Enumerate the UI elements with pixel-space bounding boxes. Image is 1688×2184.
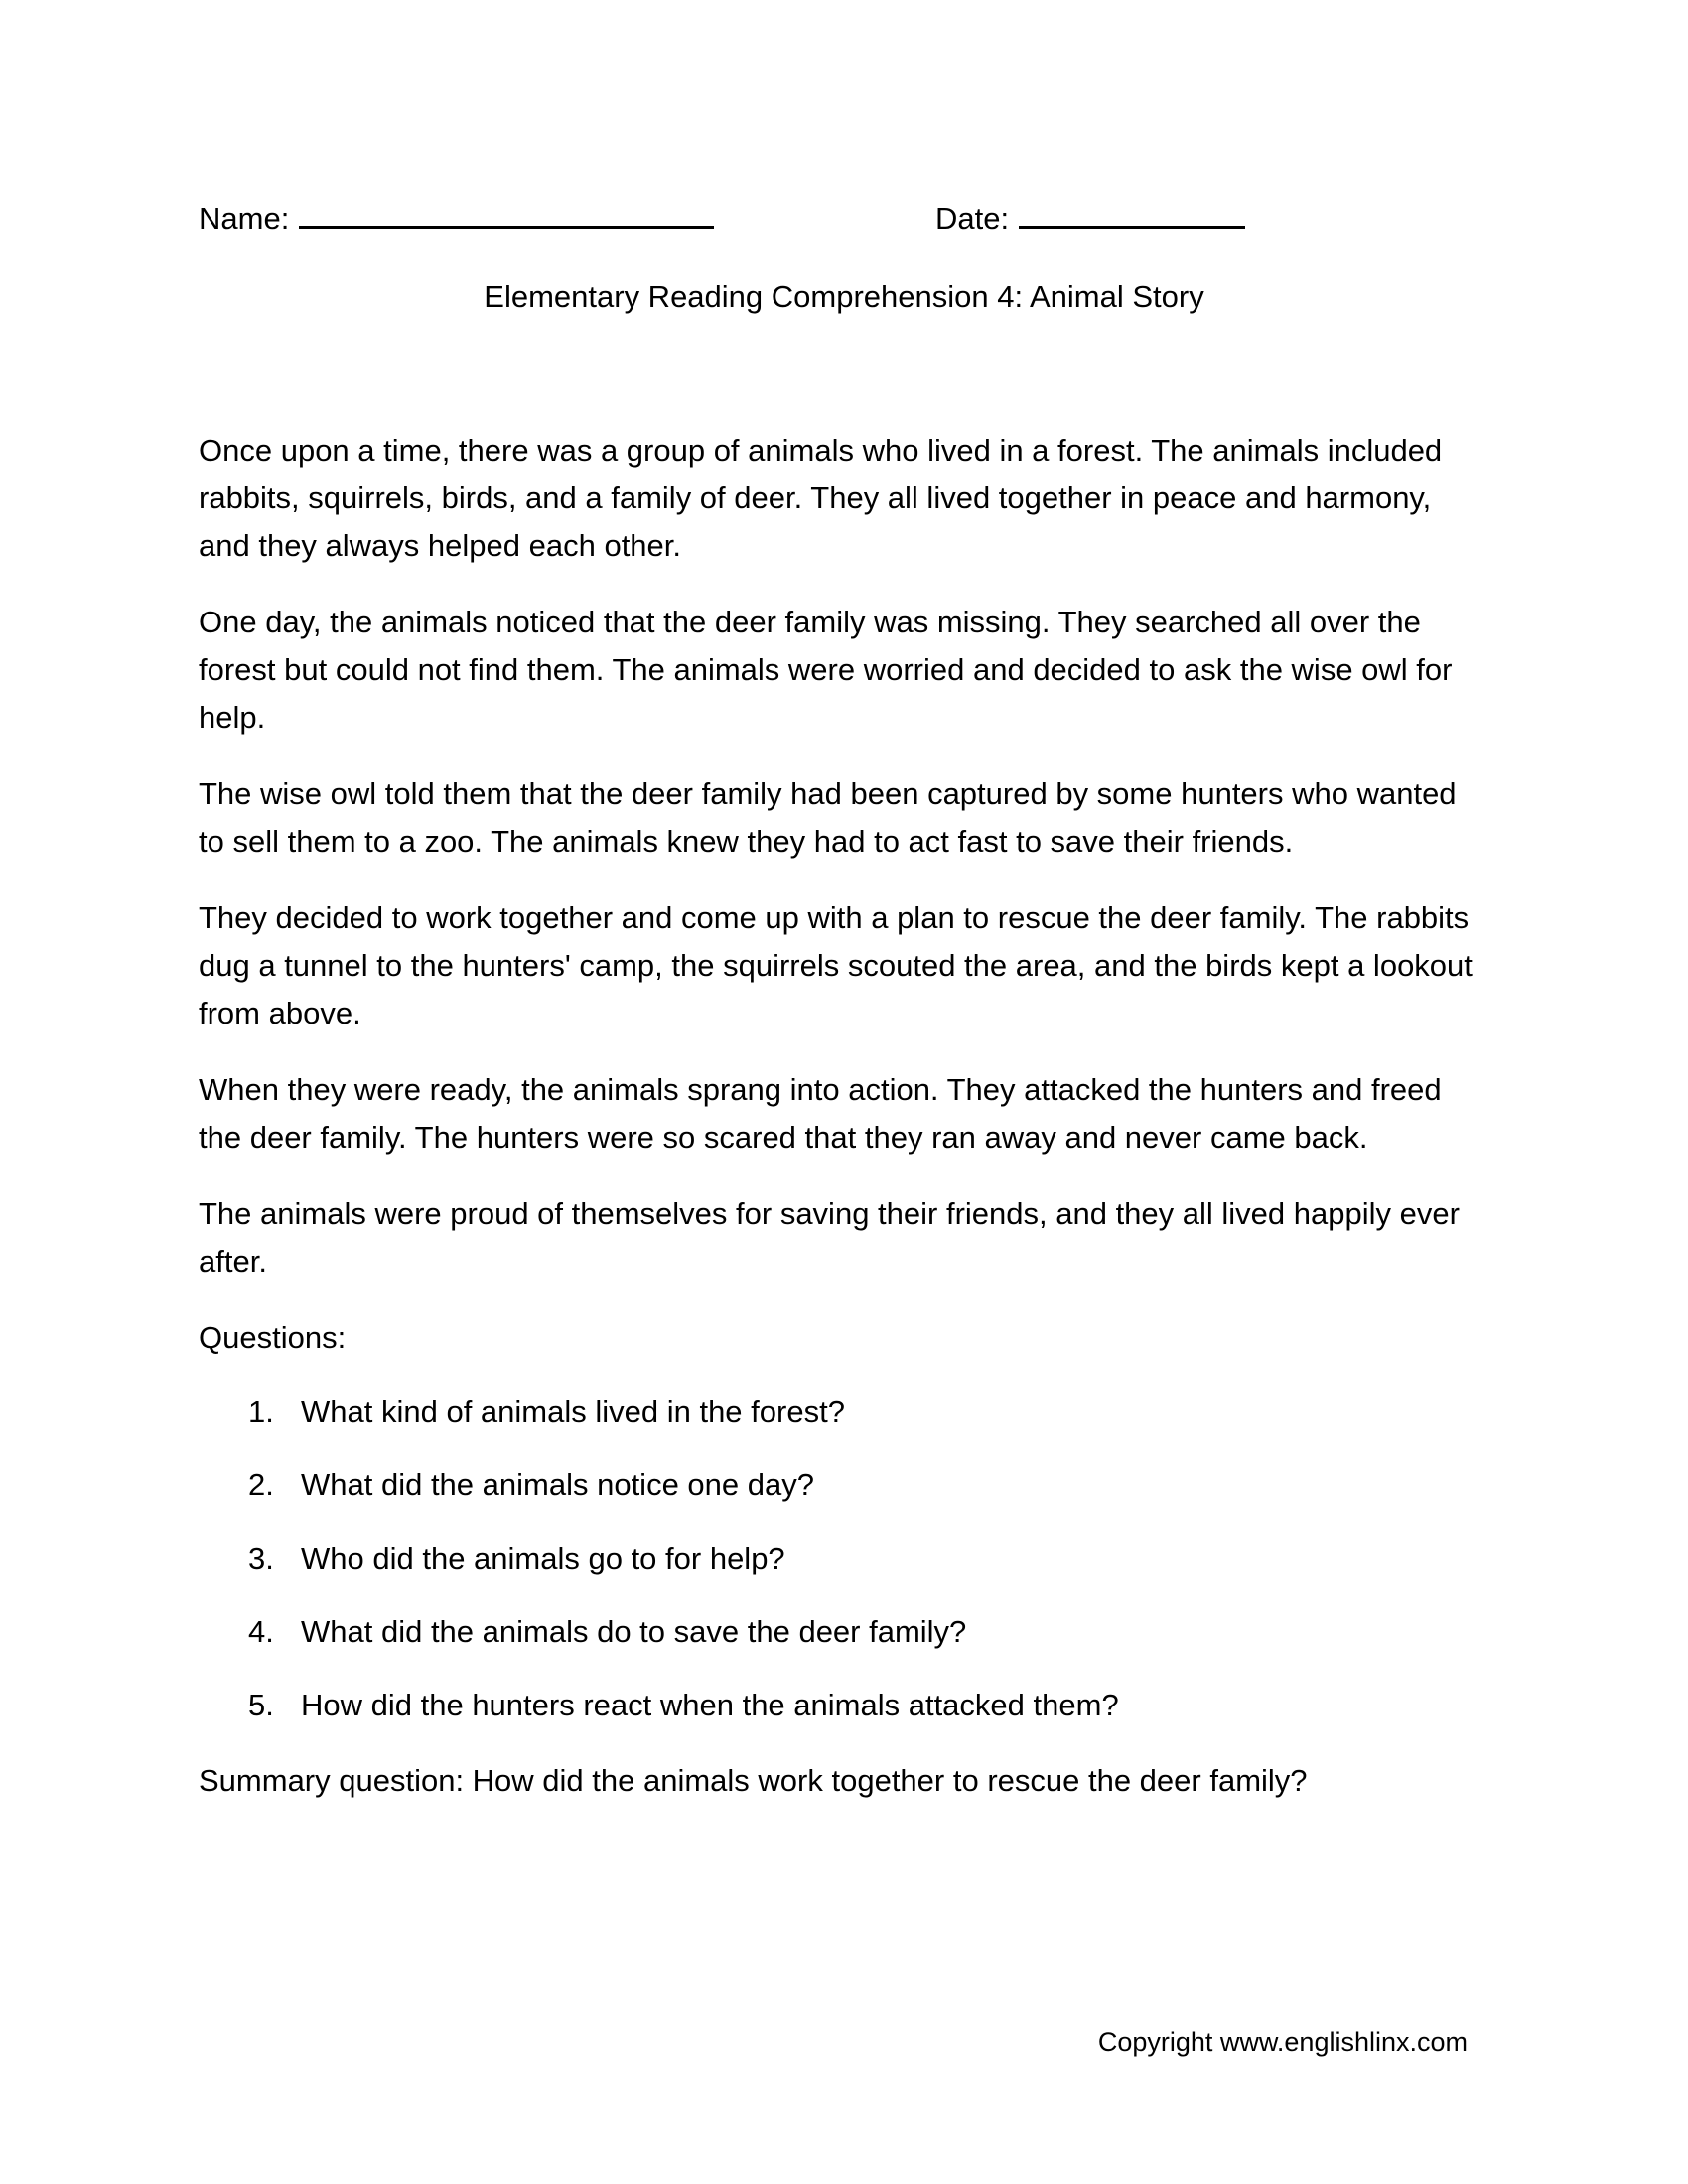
- question-text: What did the animals do to save the deer family?: [301, 1614, 967, 1649]
- question-number: 2.: [248, 1467, 274, 1502]
- question-number: 4.: [248, 1614, 274, 1649]
- copyright-text: Copyright www.englishlinx.com: [1097, 2027, 1468, 2057]
- story-paragraph: Once upon a time, there was a group of animals who lived in a forest. The animals included rabbits, squirrels, birds, and a family of deer. They all lived together in peace and harmony, and they always helped each other.: [199, 433, 1443, 563]
- date-field: [935, 197, 1245, 237]
- question-item: [199, 1682, 1481, 1729]
- story-paragraph: They decided to work together and come up with a plan to rescue the deer family. The rabbits dug a tunnel to the hunters' camp, the squirrels scouted the area, and the birds kept a lookout from above.: [199, 900, 1473, 1030]
- story-paragraph: One day, the animals noticed that the deer family was missing. They searched all over the forest but could not find them. The animals were worried and decided to ask the wise owl for help.: [199, 605, 1453, 735]
- footer: [1098, 2027, 1468, 2058]
- name-label: Name:: [199, 202, 290, 236]
- question-item: [199, 1608, 1481, 1656]
- question-item: [199, 1388, 1481, 1435]
- summary-question: Summary question: How did the animals work together to rescue the deer family?: [199, 1763, 1308, 1798]
- questions-list: [199, 1388, 1481, 1729]
- story-paragraph: The wise owl told them that the deer family had been captured by some hunters who wanted to sell them to a zoo. The animals knew they had to act fast to save their friends.: [199, 776, 1457, 859]
- question-number: 1.: [248, 1394, 274, 1429]
- question-text: What kind of animals lived in the forest?: [301, 1394, 845, 1429]
- question-item: [199, 1461, 1481, 1509]
- header: [199, 197, 1484, 248]
- question-text: Who did the animals go to for help?: [301, 1541, 785, 1575]
- story-paragraph: When they were ready, the animals sprang into action. They attacked the hunters and freed the deer family. The hunters were so scared that they ran away and never came back.: [199, 1072, 1442, 1155]
- question-number: 5.: [248, 1688, 274, 1722]
- name-field: [199, 197, 714, 237]
- worksheet-title: Elementary Reading Comprehension 4: Animal Story: [484, 279, 1204, 314]
- question-text: What did the animals notice one day?: [301, 1467, 814, 1502]
- date-blank[interactable]: [1019, 197, 1245, 229]
- date-label: Date:: [935, 202, 1010, 236]
- story-paragraphs: [199, 427, 1481, 1286]
- question-item: [199, 1535, 1481, 1582]
- story-paragraph: The animals were proud of themselves for saving their friends, and they all lived happily ever after.: [199, 1196, 1460, 1279]
- question-text: How did the hunters react when the animals attacked them?: [301, 1688, 1119, 1722]
- worksheet-body: [199, 427, 1481, 1805]
- name-blank[interactable]: [299, 197, 714, 229]
- questions-heading: Questions:: [199, 1320, 347, 1355]
- question-number: 3.: [248, 1541, 274, 1575]
